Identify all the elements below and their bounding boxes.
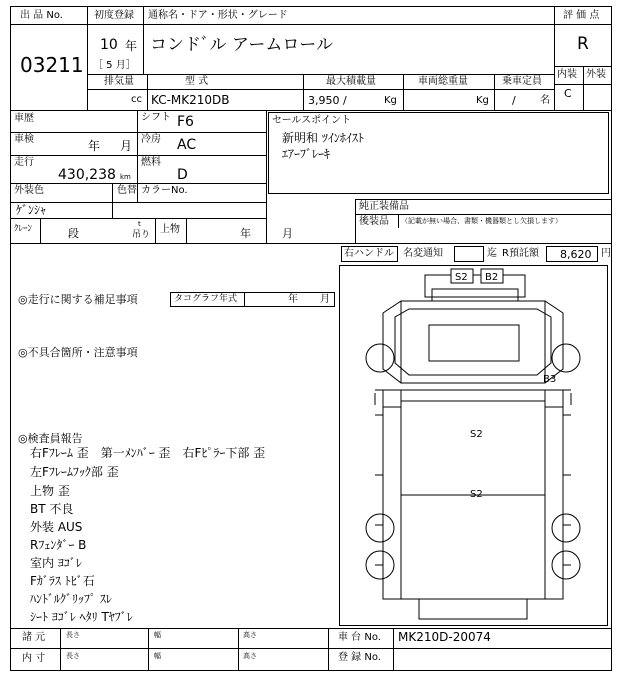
report-line: 室内 ﾖｺﾞﾚ bbox=[30, 556, 82, 570]
name-change-box bbox=[454, 246, 484, 262]
fuel-label: 燃料 bbox=[141, 157, 161, 168]
crane-steps-unit: 段 bbox=[68, 227, 79, 240]
exterior-label: 外装 bbox=[586, 69, 606, 80]
lot-label: 出 品 No. bbox=[20, 10, 63, 21]
max-load-label: 最大積載量 bbox=[326, 76, 376, 87]
chassis-number: MK210D-20074 bbox=[398, 630, 491, 644]
tachograph-label: タコグラフ年式 bbox=[174, 294, 238, 304]
ac-label: 冷房 bbox=[141, 134, 161, 145]
defects-title: ◎不具合箇所・注意事項 bbox=[18, 346, 138, 359]
overall-rating: R bbox=[577, 34, 589, 54]
upper-month-unit: 月 bbox=[282, 227, 293, 240]
inspection-year-unit: 年 bbox=[88, 139, 101, 153]
registration-month: ［ 5 月］ bbox=[93, 60, 136, 71]
report-line: Fｶﾞﾗｽ ﾄﾋﾞ石 bbox=[30, 574, 95, 588]
upper-body-label: 上物 bbox=[160, 224, 180, 235]
shift-label: シフト bbox=[141, 112, 171, 123]
cc-unit: cc bbox=[131, 94, 142, 105]
recycle-deposit-amount: 8,620 bbox=[560, 248, 592, 261]
inner-width-label: 幅 bbox=[154, 652, 161, 660]
tachograph-month-unit: 月 bbox=[320, 294, 330, 305]
sales-point-label: セールスポイント bbox=[272, 115, 352, 126]
genuine-equipment-label: 純正装備品 bbox=[359, 201, 409, 212]
damage-mark: S2 bbox=[470, 429, 483, 440]
type-label: 型 式 bbox=[185, 76, 209, 87]
crane-label: ｸﾚｰﾝ bbox=[14, 224, 33, 234]
truck-diagram bbox=[339, 265, 608, 626]
capacity-unit: 名 bbox=[540, 95, 550, 106]
model-code: KC-MK210DB bbox=[151, 93, 230, 107]
inner-height-label: 高さ bbox=[243, 652, 257, 660]
sales-point-line-1: 新明和 ﾂｲﾝﾎｲｽﾄ bbox=[282, 131, 364, 145]
inspection-label: 車検 bbox=[14, 134, 34, 145]
car-name: コンドﾞル アームロール bbox=[150, 35, 334, 55]
history-label: 車歴 bbox=[14, 113, 34, 124]
exterior-color-value: ｹﾞﾝｼｬ bbox=[16, 203, 47, 217]
inspection-month-unit: 月 bbox=[120, 139, 133, 153]
recycle-deposit-label: R預託額 bbox=[502, 248, 539, 259]
tachograph-year-unit: 年 bbox=[288, 294, 298, 305]
registration-year-unit: 年 bbox=[125, 39, 138, 53]
width-label: 幅 bbox=[154, 631, 161, 639]
ac-value: AC bbox=[177, 137, 197, 153]
exterior-color-label: 外装色 bbox=[14, 185, 44, 196]
color-change-label: 色替 bbox=[117, 185, 137, 196]
registration-year: 10 bbox=[100, 37, 118, 53]
model-name-label: 通称名・ドア・形状・グレード bbox=[148, 10, 288, 21]
mileage-value: 430,238 bbox=[58, 167, 116, 183]
name-change-label: 名変通知 bbox=[403, 248, 443, 259]
inner-dimensions-label: 内 寸 bbox=[22, 653, 46, 664]
color-number-label: カラーNo. bbox=[141, 185, 188, 196]
report-line: Rﾌｪﾝﾀﾞｰ B bbox=[30, 538, 87, 552]
yen-unit: 円 bbox=[601, 248, 611, 259]
height-label: 高さ bbox=[243, 631, 257, 639]
inspector-report-title: ◎検査員報告 bbox=[18, 432, 83, 445]
report-line: 右Fﾌﾚｰﾑ 歪 第一ﾒﾝﾊﾞｰ 歪 右Fﾋﾟﾗｰ下部 歪 bbox=[30, 446, 266, 460]
fuel-value: D bbox=[177, 167, 188, 183]
report-line: ﾊﾝﾄﾞﾙｸﾞﾘｯﾌﾟ ｽﾚ bbox=[30, 592, 112, 606]
interior-grade: C bbox=[564, 87, 572, 100]
damage-mark: B3 bbox=[543, 374, 557, 385]
report-line: BT 不良 bbox=[30, 502, 74, 516]
name-change-until: 迄 bbox=[487, 248, 497, 259]
report-line: 外装 AUS bbox=[30, 520, 83, 534]
capacity-separator: / bbox=[512, 94, 516, 107]
damage-mark: S2 bbox=[455, 272, 468, 283]
damage-mark: S2 bbox=[470, 489, 483, 500]
sales-point-line-2: ｴｱｰﾌﾞﾚｰｷ bbox=[282, 147, 331, 161]
dimensions-label: 諸 元 bbox=[22, 632, 46, 643]
aftermarket-label: 後装品 bbox=[359, 216, 389, 227]
report-line: 左Fﾌﾚｰﾑﾌｯｸ部 歪 bbox=[30, 465, 119, 479]
mileage-label: 走行 bbox=[14, 157, 34, 168]
interior-label: 内装 bbox=[557, 69, 577, 80]
max-load-value: 3,950 / bbox=[308, 94, 347, 107]
displacement-label: 排気量 bbox=[104, 76, 134, 87]
capacity-label: 乗車定員 bbox=[502, 76, 542, 87]
upper-year-unit: 年 bbox=[240, 227, 251, 240]
chassis-number-label: 車 台 No. bbox=[338, 632, 381, 643]
lot-number: 03211 bbox=[20, 53, 84, 77]
max-load-unit: Kg bbox=[384, 95, 397, 106]
aftermarket-note: （記載が無い場合、書類・機器類とし欠損します） bbox=[401, 217, 562, 225]
crane-ton-unit: t bbox=[138, 220, 141, 228]
crane-hook-label: 吊り bbox=[132, 230, 151, 240]
length-label: 長さ bbox=[66, 631, 80, 639]
shift-value: F6 bbox=[177, 114, 194, 130]
rating-label: 評 価 点 bbox=[563, 10, 600, 21]
driving-notes-title: ◎走行に関する補足事項 bbox=[18, 293, 138, 306]
steering-label: 右ハンドル bbox=[344, 248, 394, 259]
gross-weight-label: 車両総重量 bbox=[418, 76, 468, 87]
inner-length-label: 長さ bbox=[66, 652, 80, 660]
report-line: ｼｰﾄ ﾖｺﾞﾚ ﾍﾀﾘ Tﾔﾌﾞﾚ bbox=[30, 610, 133, 624]
registration-number-label: 登 録 No. bbox=[338, 652, 381, 663]
first-registration-label: 初度登録 bbox=[94, 10, 134, 21]
mileage-unit: km bbox=[120, 173, 131, 181]
damage-mark: B2 bbox=[485, 272, 499, 283]
report-line: 上物 歪 bbox=[30, 484, 70, 498]
gross-weight-unit: Kg bbox=[476, 95, 489, 106]
